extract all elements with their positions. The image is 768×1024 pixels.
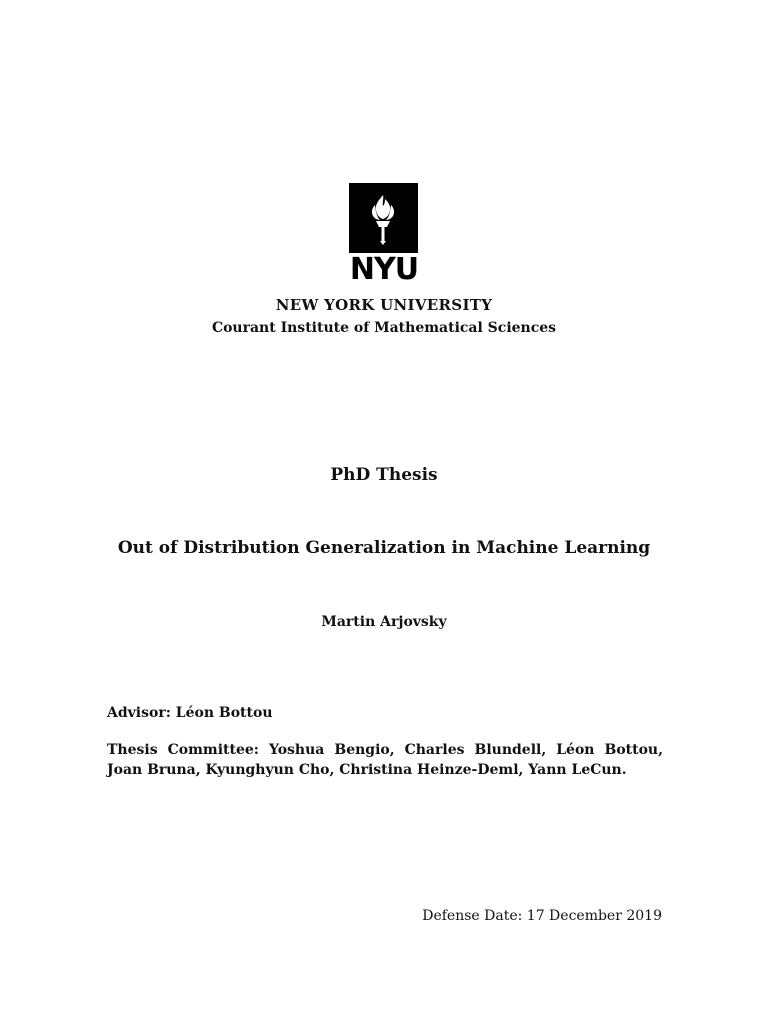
university-name: NEW YORK UNIVERSITY <box>275 296 493 314</box>
document-type: PhD Thesis <box>330 465 438 485</box>
nyu-logo-text: NYU <box>349 252 419 287</box>
torch-icon <box>349 183 418 253</box>
defense-date: Defense Date: 17 December 2019 <box>422 908 662 924</box>
committee-list: Thesis Committee: Yoshua Bengio, Charles Blundell, Léon Bottou, Joan Bruna, Kyunghyun Cho, Christina Heinze-Deml, Yann LeCun. <box>107 742 663 778</box>
advisor-line: Advisor: Léon Bottou <box>107 705 273 721</box>
institute-name: Courant Institute of Mathematical Sciences <box>211 320 557 336</box>
thesis-title: Out of Distribution Generalization in Machine Learning <box>117 538 651 558</box>
nyu-logo <box>349 183 418 253</box>
author-name: Martin Arjovsky <box>321 614 447 630</box>
